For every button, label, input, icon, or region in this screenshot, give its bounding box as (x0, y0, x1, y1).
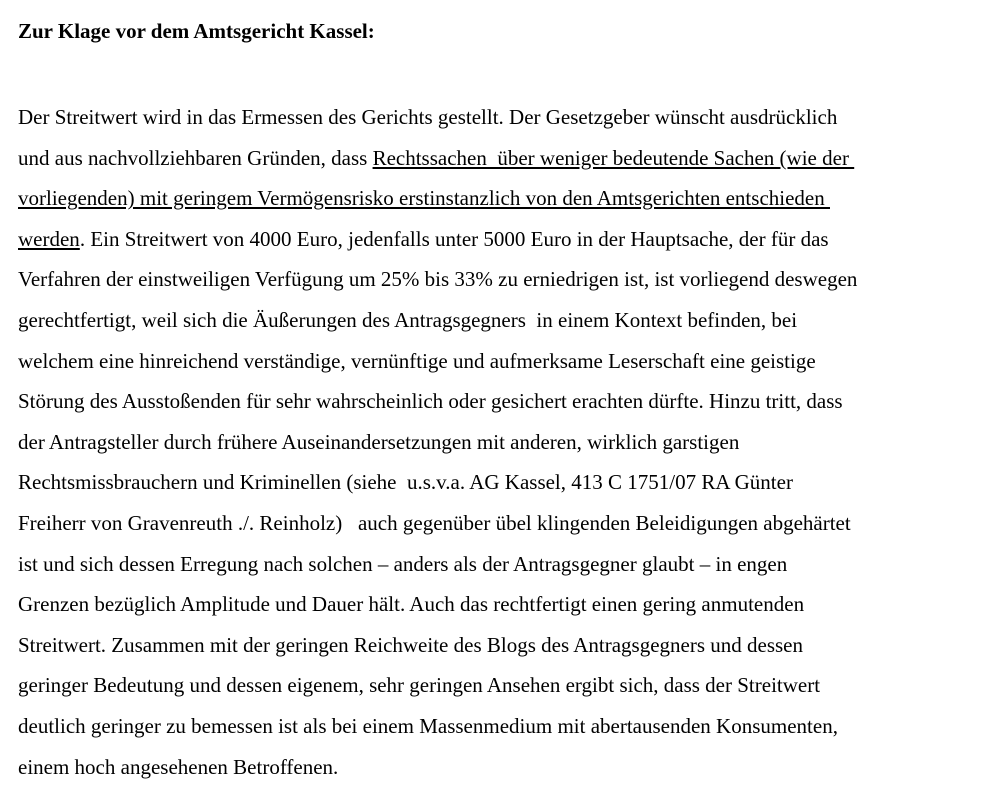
text-line (18, 625, 857, 666)
text-segment: Der Streitwert wird in das Ermessen des Gerichts gestellt. Der Gesetzgeber wünscht ausdrücklich (18, 105, 837, 129)
text-line (18, 97, 857, 138)
text-line (18, 665, 857, 706)
text-line (18, 259, 857, 300)
text-segment: deutlich geringer zu bemessen ist als bei einem Massenmedium mit abertausenden Konsumenten, (18, 714, 838, 738)
text-line (18, 422, 857, 463)
text-segment: . Ein Streitwert von 4000 Euro, jedenfalls unter 5000 Euro in der Hauptsache, der für das (80, 227, 829, 251)
text-segment: und aus nachvollziehbaren Gründen, dass (18, 146, 373, 170)
document-body (18, 97, 857, 787)
text-line (18, 747, 857, 787)
text-segment: ist und sich dessen Erregung nach solchen – anders als der Antragsgegner glaubt – in engen (18, 552, 787, 576)
text-segment: gerechtfertigt, weil sich die Äußerungen des Antragsgegners in einem Kontext befinden, bei (18, 308, 797, 332)
text-segment: Störung des Ausstoßenden für sehr wahrscheinlich oder gesichert erachten dürfte. Hinzu tritt, dass (18, 389, 843, 413)
text-segment: Freiherr von Gravenreuth ./. Reinholz) auch gegenüber übel klingenden Beleidigungen abgehärtet (18, 511, 851, 535)
text-segment: Grenzen bezüglich Amplitude und Dauer hält. Auch das rechtfertigt einen gering anmutenden (18, 592, 804, 616)
text-segment: der Antragsteller durch frühere Auseinandersetzungen mit anderen, wirklich garstigen (18, 430, 739, 454)
text-line (18, 300, 857, 341)
text-segment: Streitwert. Zusammen mit der geringen Reichweite des Blogs des Antragsgegners und dessen (18, 633, 803, 657)
text-line (18, 219, 857, 260)
text-line (18, 503, 857, 544)
document-heading: Zur Klage vor dem Amtsgericht Kassel: (18, 17, 375, 45)
text-segment: geringer Bedeutung und dessen eigenem, sehr geringen Ansehen ergibt sich, dass der Streitwert (18, 673, 820, 697)
text-segment: Verfahren der einstweiligen Verfügung um 25% bis 33% zu erniedrigen ist, ist vorliegend deswegen (18, 267, 857, 291)
text-segment: welchem eine hinreichend verständige, vernünftige und aufmerksame Leserschaft eine geistige (18, 349, 816, 373)
text-line (18, 138, 857, 179)
text-segment: einem hoch angesehenen Betroffenen. (18, 755, 338, 779)
underlined-text: Rechtssachen über weniger bedeutende Sachen (wie der (373, 146, 855, 170)
text-line (18, 178, 857, 219)
underlined-text: werden (18, 227, 80, 251)
text-line (18, 381, 857, 422)
text-segment: Rechtsmissbrauchern und Kriminellen (siehe u.s.v.a. AG Kassel, 413 C 1751/07 RA Günter (18, 470, 793, 494)
text-line (18, 706, 857, 747)
text-line (18, 544, 857, 585)
text-line (18, 584, 857, 625)
text-line (18, 462, 857, 503)
text-line (18, 341, 857, 382)
underlined-text: vorliegenden) mit geringem Vermögensrisko erstinstanzlich von den Amtsgerichten entschieden (18, 186, 830, 210)
